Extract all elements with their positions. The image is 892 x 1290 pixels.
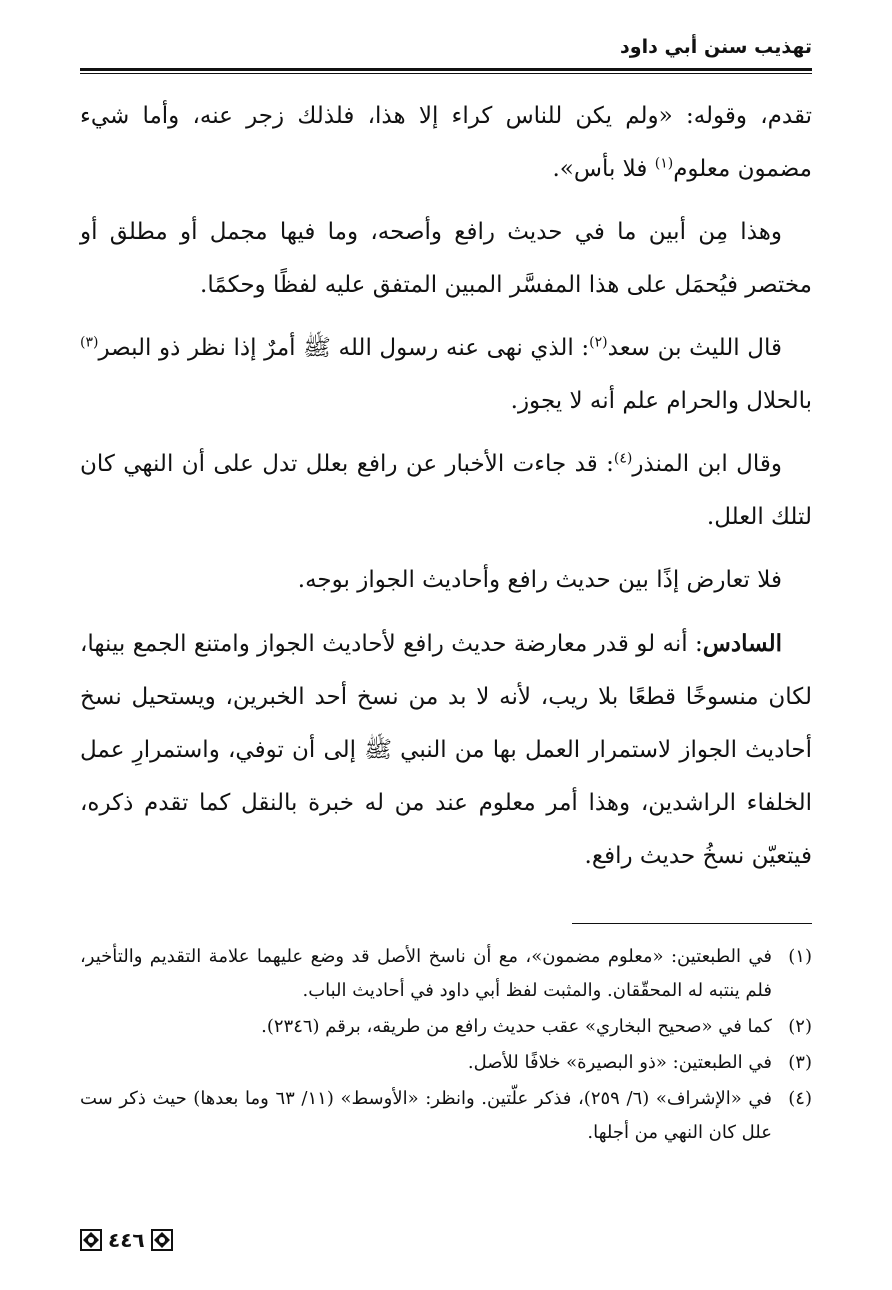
ornament-icon <box>80 1229 102 1251</box>
footnote-1 <box>80 940 812 1008</box>
paragraph-1 <box>80 90 812 196</box>
footnote-4 <box>80 1082 812 1150</box>
paragraph-3-text-a: قال الليث بن سعد <box>607 335 782 361</box>
footnote-ref-3[interactable]: (٣) <box>80 334 99 351</box>
paragraph-4 <box>80 438 812 544</box>
paragraph-5: فلا تعارض إذًا بين حديث رافع وأحاديث الجواز بوجه. <box>297 567 782 593</box>
header-rule <box>80 68 812 71</box>
page-number: ٤٤٦ <box>108 1228 145 1252</box>
footnote-text: في الطبعتين: «معلوم مضمون»، مع أن ناسخ الأصل قد وضع عليهما علامة التقديم والتأخير، فلم ينتبه له المحقّقان. والمثبت لفظ أبي داود في أحاديث الباب. <box>80 946 772 1001</box>
footnote-2 <box>80 1010 812 1044</box>
footnotes <box>80 940 812 1152</box>
section-keyword: السادس <box>702 630 782 657</box>
footnote-number: (١) <box>788 946 812 967</box>
footnote-text: في «الإشراف» (٦/ ٢٥٩)، فذكر علّتين. وانظر: «الأوسط» (١١/ ٦٣ وما بعدها) حيث ذكر ست علل كان النهي من أجلها. <box>80 1088 772 1143</box>
paragraph-3-text-b: : الذي نهى عنه رسول الله ﷺ أمرٌ إذا نظر ذو البصر <box>98 335 590 361</box>
footnote-text: في الطبعتين: «ذو البصيرة» خلافًا للأصل. <box>467 1052 772 1073</box>
paragraph-1-text-a: تقدم، وقوله: «ولم يكن للناس كراء إلا هذا، فلذلك زجر عنه، وأما شيء مضمون معلوم <box>80 103 812 182</box>
footnote-3 <box>80 1046 812 1080</box>
footnote-number: (٤) <box>788 1088 812 1109</box>
paragraph-2: وهذا مِن أبين ما في حديث رافع وأصحه، وما فيها مجمل أو مطلق أو مختصر فيُحمَل على هذا المفسَّر المبين المتفق عليه لفظًا وحكمًا. <box>80 219 812 298</box>
paragraph-4-text-b: : قد جاءت الأخبار عن رافع بعلل تدل على أن النهي كان لتلك العلل. <box>80 451 812 530</box>
main-text <box>80 90 812 893</box>
running-title: تهذيب سنن أبي داود <box>620 36 812 58</box>
ornament-icon <box>151 1229 173 1251</box>
footnote-ref-1[interactable]: (١) <box>654 155 674 172</box>
footnote-ref-4[interactable]: (٤) <box>613 450 633 467</box>
paragraph-6-text: : أنه لو قدر معارضة حديث رافع لأحاديث الجواز وامتنع الجمع بينها، لكان منسوخًا قطعًا بلا ريب، لأنه لا بد من نسخ أحد الخبرين، ويستحيل نسخ أحاديث الجواز لاستمرار العمل بها من النبي ﷺ إلى أن توفي، واستمرارِ عمل الخلفاء الراشدين، وهذا أمر معلوم عند من له خبرة بالنقل كما تقدم ذكره، فيتعيّن نسخُ حديث رافع. <box>80 631 812 869</box>
paragraph-4-text-a: وقال ابن المنذر <box>632 451 782 477</box>
paragraph-3 <box>80 322 812 428</box>
header-rule-thin <box>80 73 812 74</box>
footnote-number: (٣) <box>788 1052 812 1073</box>
page-number-block <box>80 1228 173 1252</box>
paragraph-6 <box>80 617 812 883</box>
footnote-ref-2[interactable]: (٢) <box>589 334 608 351</box>
paragraph-3-text-c: بالحلال والحرام علم أنه لا يجوز. <box>510 388 812 414</box>
footnote-number: (٢) <box>788 1016 812 1037</box>
paragraph-1-text-b: فلا بأس». <box>552 156 655 182</box>
page-header <box>80 34 812 74</box>
footnote-separator <box>572 923 812 924</box>
footnote-text: كما في «صحيح البخاري» عقب حديث رافع من طريقه، برقم (٢٣٤٦). <box>261 1016 772 1037</box>
